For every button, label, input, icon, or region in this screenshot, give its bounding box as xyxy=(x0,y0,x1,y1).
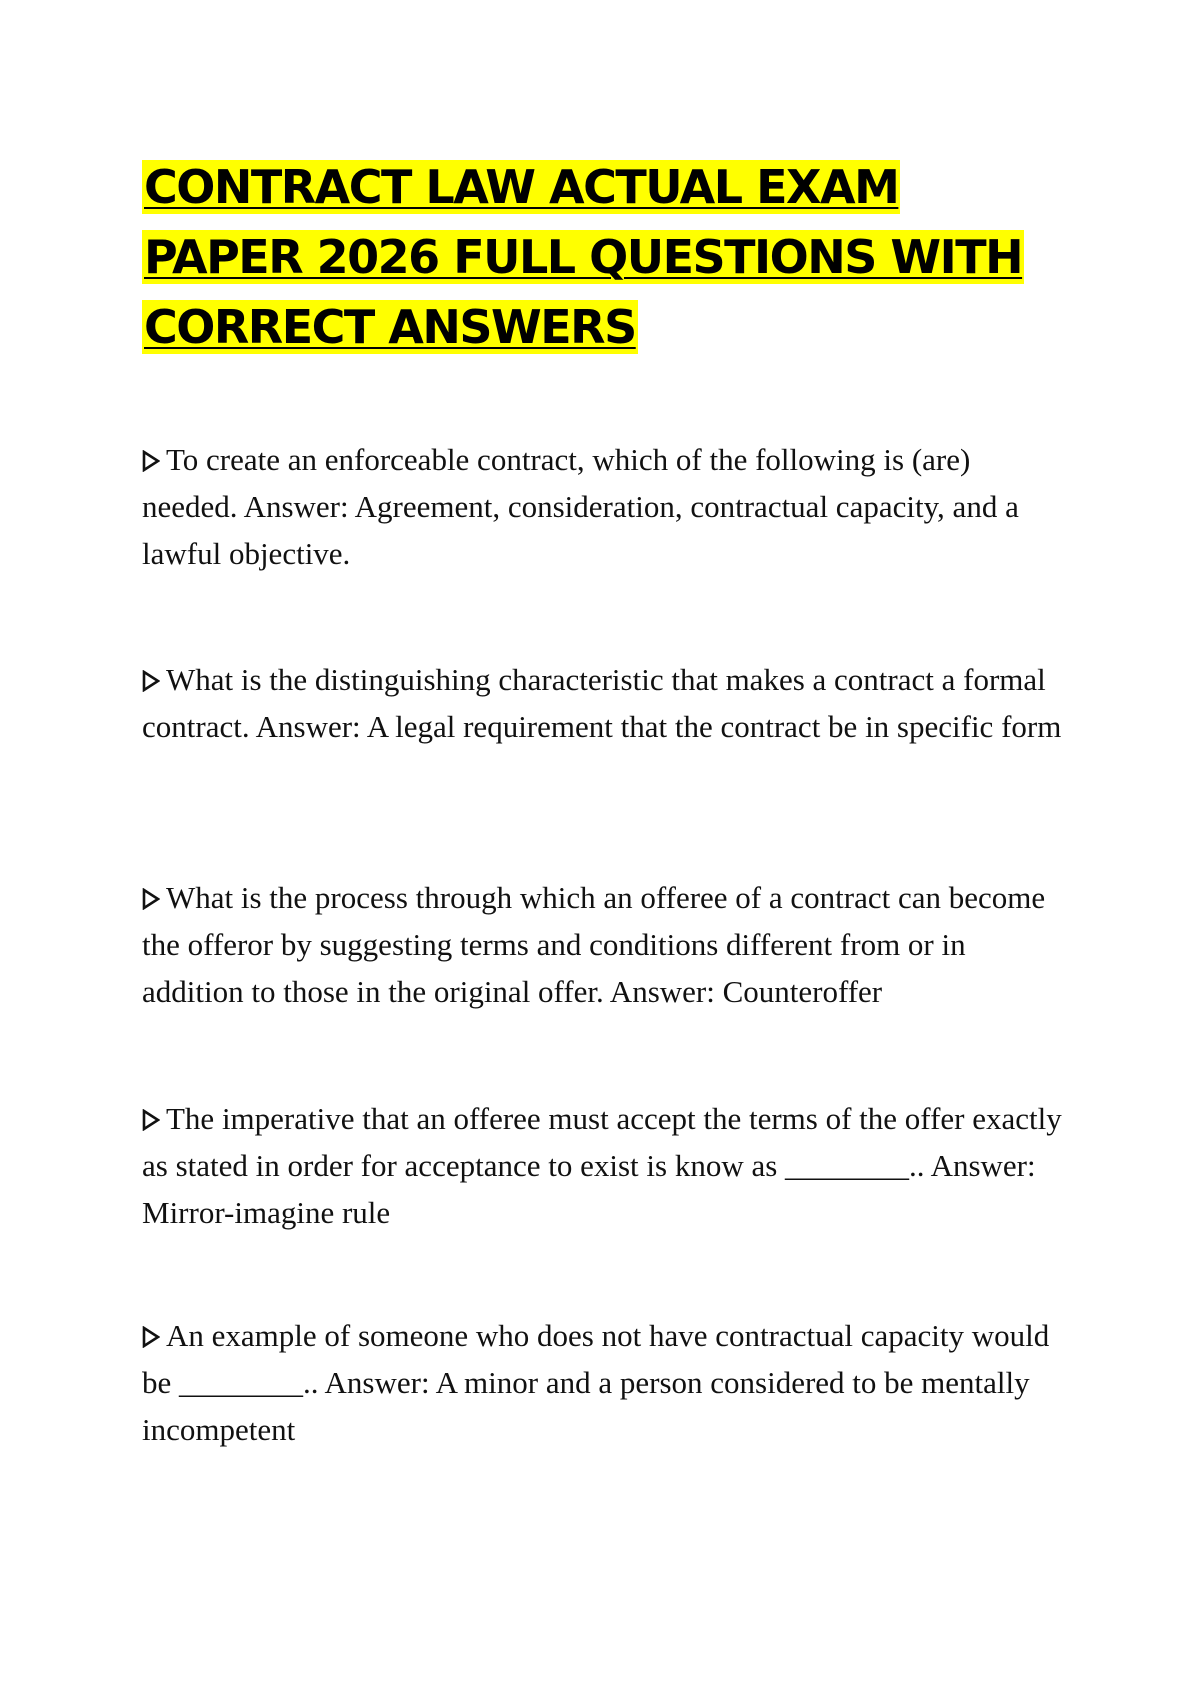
qa-item xyxy=(142,1095,1062,1236)
triangle-arrow-icon xyxy=(142,1326,160,1348)
qa-item xyxy=(142,1312,1062,1453)
qa-item xyxy=(142,874,1062,1015)
qa-item-text: What is the process through which an offeree of a contract can become the offeror by suggesting terms and conditions different from or in addition to those in the original offer. Answer: Counteroffer xyxy=(142,880,1046,1009)
qa-item-text: An example of someone who does not have contractual capacity would be ________.. Answer: A minor and a person considered to be mentally incompetent xyxy=(142,1318,1050,1447)
qa-item xyxy=(142,656,1062,750)
qa-item xyxy=(142,436,1062,577)
qa-item-text: The imperative that an offeree must accept the terms of the offer exactly as stated in order for acceptance to exist is know as ________.. Answer: Mirror-imagine rule xyxy=(142,1101,1062,1230)
document-title xyxy=(142,152,1042,362)
triangle-arrow-icon xyxy=(142,670,160,692)
triangle-arrow-icon xyxy=(142,1109,160,1131)
qa-item-text: What is the distinguishing characteristic that makes a contract a formal contract. Answer: A legal requirement that the contract be in specific form xyxy=(142,662,1062,744)
qa-item-text: To create an enforceable contract, which of the following is (are) needed. Answer: Agreement, consideration, contractual capacity, and a lawful objective. xyxy=(142,442,1019,571)
triangle-arrow-icon xyxy=(142,450,160,472)
triangle-arrow-icon xyxy=(142,888,160,910)
document-title-text: CONTRACT LAW ACTUAL EXAM PAPER 2026 FULL QUESTIONS WITH CORRECT ANSWERS xyxy=(144,160,1023,354)
